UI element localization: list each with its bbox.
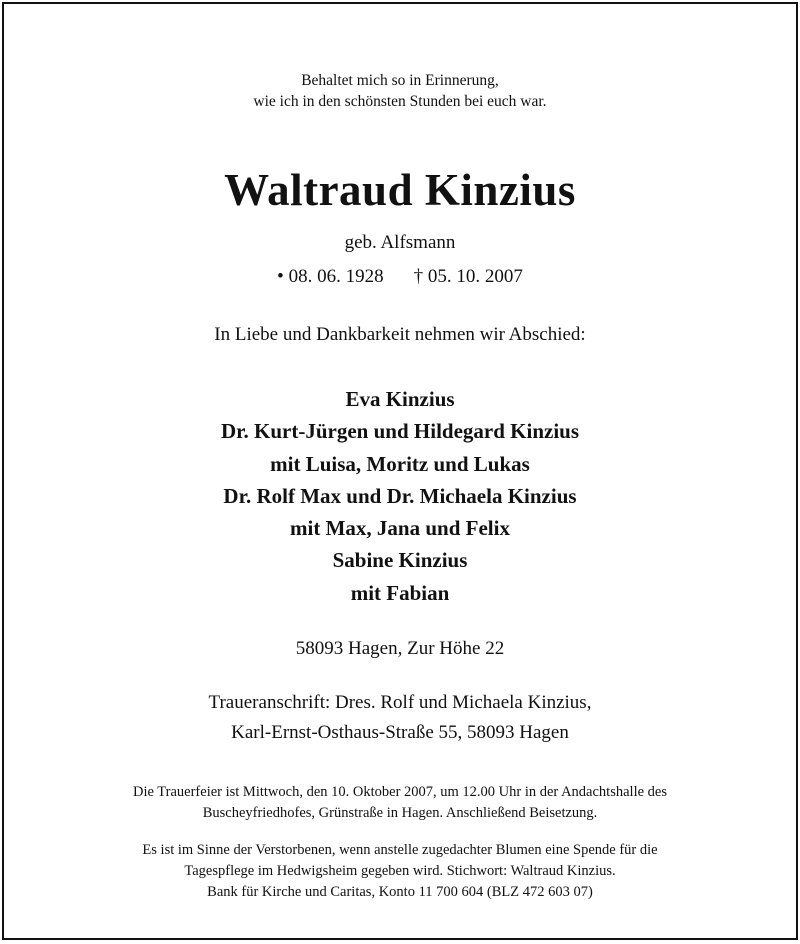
obituary-notice: [2, 2, 798, 940]
mourners-list: [4, 383, 796, 609]
motto-line-2: wie ich in den schönsten Stunden bei euch war.: [253, 93, 547, 110]
mourning-address-line-2: Karl-Ernst-Osthaus-Straße 55, 58093 Hagen: [231, 722, 569, 743]
memorial-motto: [4, 70, 796, 112]
funeral-line-2: Buscheyfriedhofes, Grünstraße in Hagen. Anschließend Beisetzung.: [202, 805, 598, 821]
donation-line-3: Bank für Kirche und Caritas, Konto 11 700 604 (BLZ 472 603 07): [207, 884, 593, 900]
life-dates: [4, 266, 796, 288]
donation-info: [4, 840, 796, 903]
donation-line-2: Tagespflege im Hedwigsheim gegeben wird. Stichwort: Waltraud Kinzius.: [184, 863, 616, 879]
mourner-line: Dr. Kurt-Jürgen und Hildegard Kinzius: [220, 419, 580, 444]
mourner-line: Sabine Kinzius: [332, 548, 468, 573]
deceased-name: Waltraud Kinzius: [224, 165, 576, 215]
motto-line-1: Behaltet mich so in Erinnerung,: [301, 72, 499, 89]
family-address: 58093 Hagen, Zur Höhe 22: [295, 638, 505, 659]
mourner-line: Eva Kinzius: [345, 387, 455, 411]
death-date: † 05. 10. 2007: [413, 266, 523, 287]
mourner-line: Dr. Rolf Max und Dr. Michaela Kinzius: [223, 483, 577, 508]
funeral-line-1: Die Trauerfeier ist Mittwoch, den 10. Oktober 2007, um 12.00 Uhr in der Andachtshalle des: [133, 784, 667, 800]
mourner-line: mit Max, Jana und Felix: [290, 516, 510, 541]
mourning-address-line-1: Traueranschrift: Dres. Rolf und Michaela Kinzius,: [208, 692, 592, 713]
funeral-info: [4, 782, 796, 824]
farewell-text: In Liebe und Dankbarkeit nehmen wir Abschied:: [214, 324, 586, 345]
mourner-line: mit Luisa, Moritz und Lukas: [270, 451, 530, 476]
birth-date: • 08. 06. 1928: [277, 266, 384, 287]
mourner-line: mit Fabian: [350, 580, 450, 605]
donation-line-1: Es ist im Sinne der Verstorbenen, wenn anstelle zugedachter Blumen eine Spende für die: [142, 842, 658, 858]
mourning-address: [4, 688, 796, 748]
birth-name: geb. Alfsmann: [344, 232, 456, 253]
